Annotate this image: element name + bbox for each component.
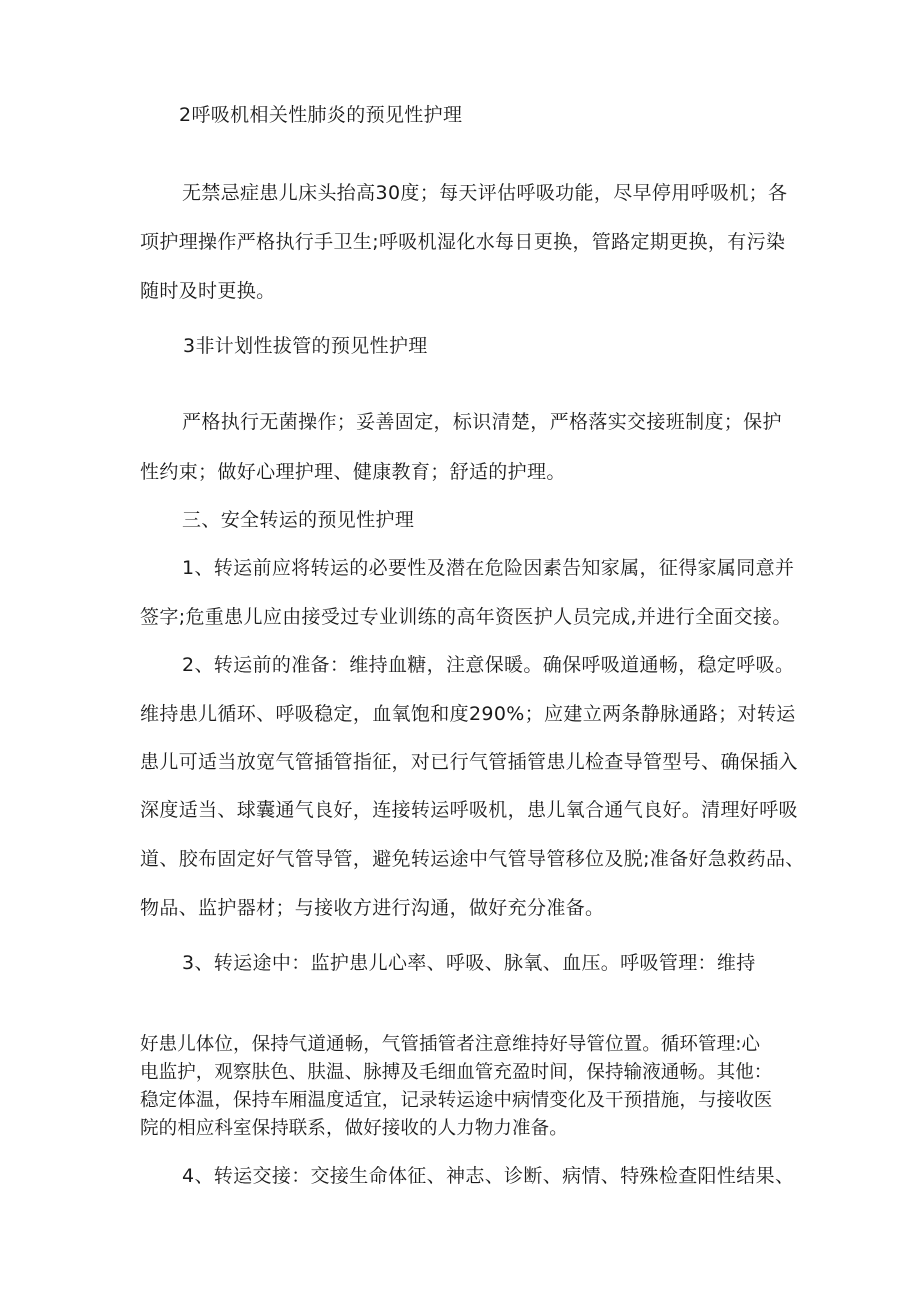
list-item-line: 好患儿体位，保持气道通畅，气管插管者注意维持好导管位置。循环管理:心 [140, 1034, 761, 1055]
list-item-line: 物品、监护器材；与接收方进行沟通，做好充分准备。 [140, 897, 605, 919]
heading-unplanned-extubation: 3非计划性拔管的预见性护理 [183, 335, 428, 357]
list-item-line: 院的相应科室保持联系，做好接收的人力物力准备。 [140, 1118, 568, 1139]
list-item-line: 维持患儿循环、呼吸稳定，血氧饱和度290%；应建立两条静脉通路；对转运 [140, 703, 796, 725]
paragraph-line: 性约束；做好心理护理、健康教育；舒适的护理。 [140, 461, 566, 483]
list-item-line: 稳定体温，保持车厢温度适宜，记录转运途中病情变化及干预措施，与接收医 [140, 1090, 773, 1111]
list-item-line: 2、转运前的准备：维持血糖，注意保暖。确保呼吸道通畅，稳定呼吸。 [182, 654, 795, 676]
paragraph-line: 严格执行无菌操作；妥善固定，标识清楚，严格落实交接班制度；保护 [182, 411, 782, 433]
list-item-line: 患儿可适当放宽气管插管指征，对已行气管插管患儿检查导管型号、确保插入 [140, 751, 798, 773]
paragraph-line: 项护理操作严格执行手卫生;呼吸机湿化水每日更换，管路定期更换，有污染 [140, 231, 786, 253]
list-item-line: 1、转运前应将转运的必要性及潜在危险因素告知家属，征得家属同意并 [182, 557, 795, 579]
list-item-line: 签字;危重患儿应由接受过专业训练的高年资医护人员完成,并进行全面交接。 [140, 606, 792, 628]
list-item-line: 4、转运交接：交接生命体征、神志、诊断、病情、特殊检查阳性结果、 [182, 1165, 795, 1187]
list-item-line: 深度适当、球囊通气良好，连接转运呼吸机，患儿氧合通气良好。清理好呼吸 [140, 799, 798, 821]
paragraph-line: 无禁忌症患儿床头抬高30度；每天评估呼吸功能，尽早停用呼吸机；各 [182, 182, 788, 204]
heading-ventilator-pneumonia: 2呼吸机相关性肺炎的预见性护理 [179, 104, 463, 126]
section-heading-safe-transfer: 三、安全转运的预见性护理 [182, 509, 415, 531]
list-item-line: 3、转运途中：监护患儿心率、呼吸、脉氧、血压。呼吸管理：维持 [182, 952, 756, 974]
list-item-line: 电监护，观察肤色、肤温、脉搏及毛细血管充盈时间，保持输液通畅。其他： [140, 1062, 773, 1083]
list-item-line: 道、胶布固定好气管导管，避免转运途中气管导管移位及脱;准备好急救药品、 [140, 848, 805, 870]
paragraph-line: 随时及时更换。 [140, 280, 276, 302]
